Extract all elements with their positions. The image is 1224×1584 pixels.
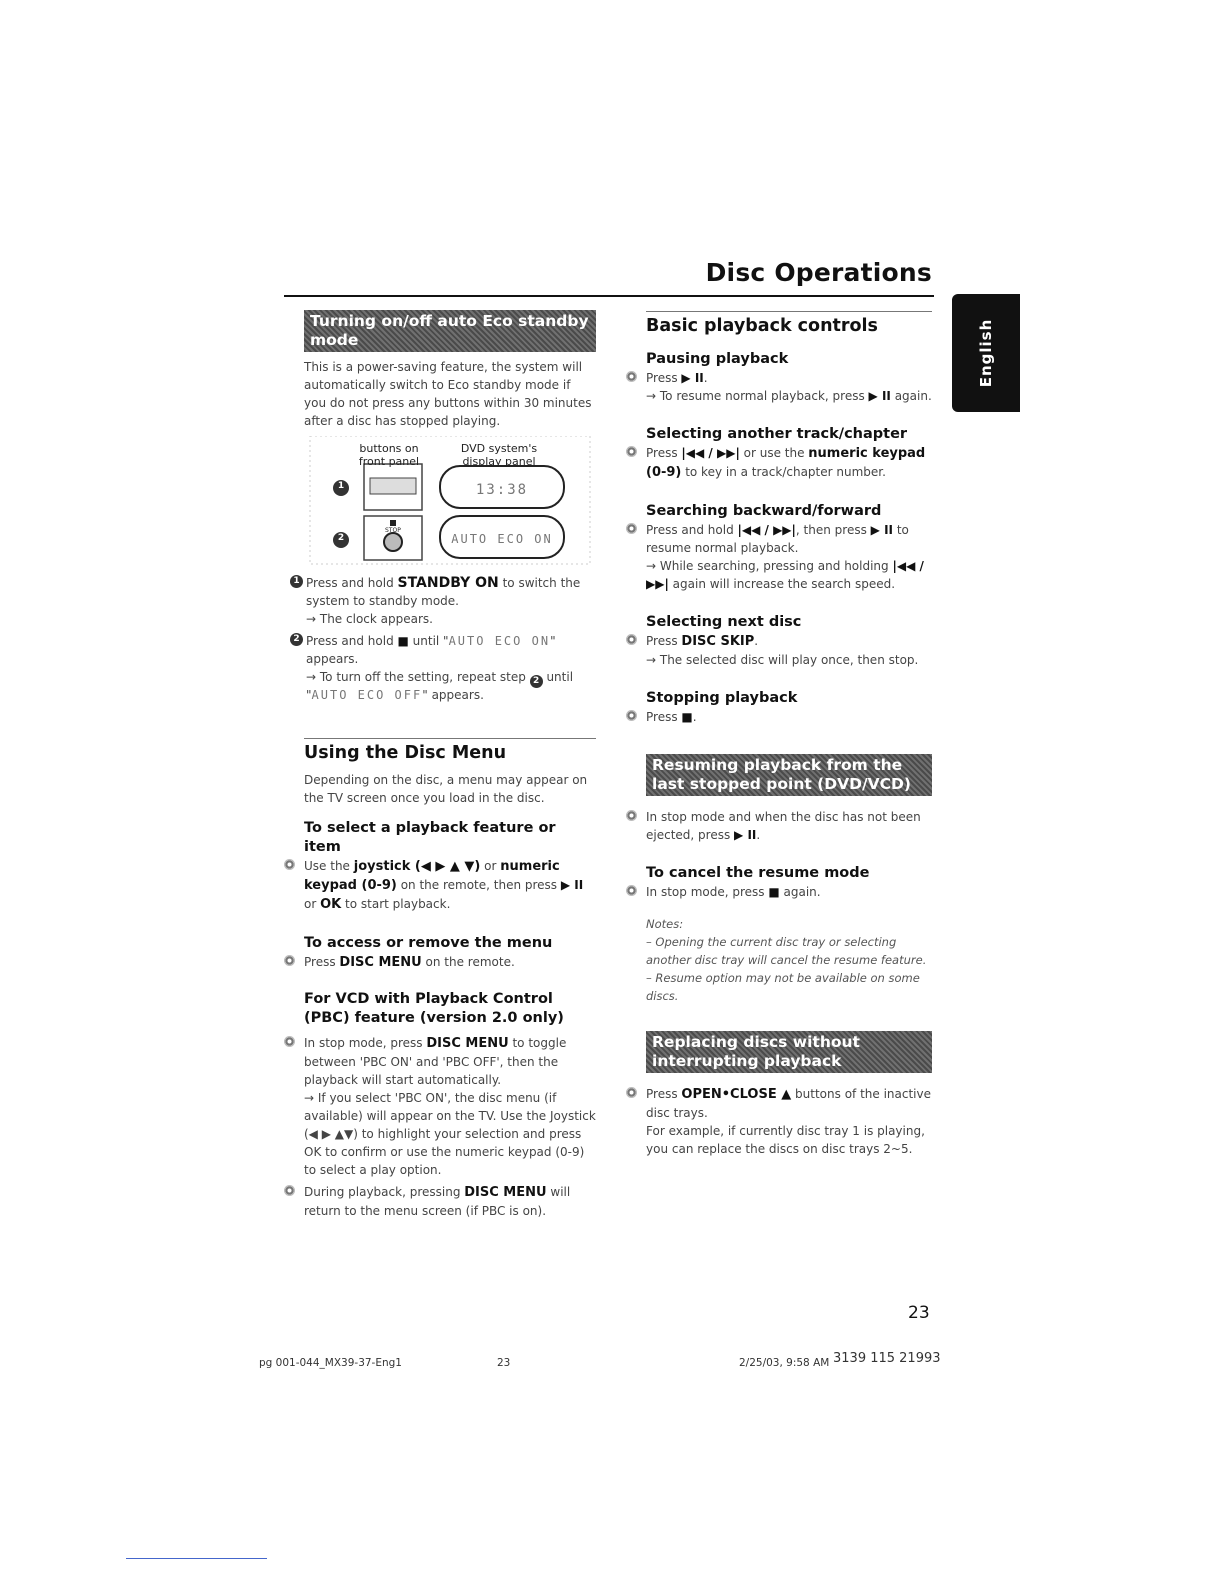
eco-intro: This is a power-saving feature, the system will automatically switch to Eco standby mode if you do not press any buttons within 30 minutes after a disc has stopped playing. bbox=[304, 360, 592, 428]
text: . bbox=[754, 634, 759, 648]
text: or bbox=[480, 859, 501, 873]
footer-date: 2/25/03, 9:58 AM bbox=[739, 1357, 830, 1369]
text: again. bbox=[779, 885, 821, 899]
text: to resume normal playback. bbox=[646, 523, 909, 555]
text: The clock appears. bbox=[319, 612, 433, 626]
text: Press bbox=[646, 371, 682, 385]
skip-symbol: |◀◀ / ▶▶| bbox=[681, 446, 740, 460]
bullet-icon bbox=[626, 446, 637, 457]
text: Press and hold bbox=[306, 576, 398, 590]
text: " appears. bbox=[422, 688, 484, 702]
result-line: → While searching, pressing and holding |◀◀ / ▶▶| again will increase the search speed. bbox=[646, 559, 924, 591]
result-line: → If you select 'PBC ON', the disc menu (if available) will appear on the TV. Use the Joystick (◀ ▶ ▲▼) to highlight your selection and press OK to confirm or use the numeric keypad (0-9) to select a play option. bbox=[304, 1091, 596, 1177]
diagram-stop-label: STOP bbox=[385, 527, 401, 534]
footer-page: 23 bbox=[497, 1357, 511, 1369]
text: Press bbox=[304, 955, 340, 969]
diagram-label-display: DVD system's display panel bbox=[460, 442, 538, 468]
text: . bbox=[692, 710, 697, 724]
footer-code: 3139 115 21993 bbox=[833, 1351, 941, 1366]
text: to start playback. bbox=[341, 897, 451, 911]
select-feature-step bbox=[304, 857, 596, 914]
text: During playback, pressing bbox=[304, 1185, 465, 1199]
text: In stop mode and when the disc has not been ejected, press bbox=[646, 810, 921, 842]
stop-title: Stopping playback bbox=[646, 690, 798, 706]
access-menu-title: To access or remove the menu bbox=[304, 935, 553, 951]
text: . bbox=[703, 371, 708, 385]
step-number: 2 bbox=[530, 675, 543, 688]
text: , then press bbox=[795, 523, 871, 537]
right-column bbox=[646, 311, 932, 1158]
text: To turn off the setting, repeat step bbox=[319, 670, 530, 684]
search-title: Searching backward/forward bbox=[646, 503, 882, 519]
footer-file: pg 001-044_MX39-37-Eng1 bbox=[259, 1357, 402, 1369]
text: Press and hold bbox=[306, 634, 398, 648]
text: If you select 'PBC ON', the disc menu (if available) will appear on the TV. Use the Joystick (◀ ▶ ▲▼) to highlight your selection and press OK to confirm or use the numeric keypad (0-9) to select a play option. bbox=[304, 1091, 596, 1177]
bullet-icon bbox=[626, 1087, 637, 1098]
resume-step bbox=[646, 808, 932, 844]
pause-step bbox=[646, 369, 932, 405]
notes-label: Notes: bbox=[646, 917, 684, 931]
text: to switch the system to standby mode. bbox=[306, 576, 581, 608]
step-number: 2 bbox=[290, 633, 303, 646]
play-pause-symbol: ▶ II bbox=[681, 371, 704, 385]
text: OPEN•CLOSE ▲ bbox=[681, 1087, 792, 1102]
bullet-icon bbox=[626, 710, 637, 721]
lcd-text: AUTO ECO ON bbox=[448, 634, 551, 648]
disc-menu-title: Using the Disc Menu bbox=[304, 743, 507, 763]
bullet-icon bbox=[626, 810, 637, 821]
step-number: 1 bbox=[290, 575, 303, 588]
bullet-icon bbox=[626, 634, 637, 645]
text: . bbox=[756, 828, 761, 842]
diagram-lcd-clock: 13:38 bbox=[475, 482, 529, 498]
text: Use the bbox=[304, 859, 354, 873]
text: In stop mode, press bbox=[646, 885, 769, 899]
text: again. bbox=[890, 389, 932, 403]
result-line: → To turn off the setting, repeat step 2 until "AUTO ECO OFF" appears. bbox=[306, 670, 574, 702]
text: Press and hold bbox=[646, 523, 738, 537]
left-column bbox=[293, 310, 596, 1220]
text: Press bbox=[646, 446, 682, 460]
text: on the remote. bbox=[421, 955, 515, 969]
text: In stop mode, press bbox=[304, 1036, 427, 1050]
bottom-link-line bbox=[126, 1558, 267, 1559]
text: to key in a track/chapter number. bbox=[681, 465, 886, 479]
bullet-icon bbox=[626, 523, 637, 534]
note-1: – Opening the current disc tray or selecting another disc tray will cancel the resume feature. bbox=[646, 935, 927, 967]
text: DISC MENU bbox=[426, 1036, 509, 1051]
text: to toggle between 'PBC ON' and 'PBC OFF', then the playback will start automatically. bbox=[304, 1036, 567, 1087]
diagram-lcd-eco: AUTO ECO ON bbox=[451, 532, 553, 546]
text: The selected disc will play once, then stop. bbox=[659, 653, 919, 667]
text: buttons of the inactive disc trays. bbox=[646, 1087, 931, 1120]
text: DISC MENU bbox=[339, 955, 422, 970]
result-line: → The selected disc will play once, then stop. bbox=[646, 653, 919, 667]
bullet-icon bbox=[626, 885, 637, 896]
text: " appears. bbox=[306, 634, 556, 666]
text: will return to the menu screen (if PBC is on). bbox=[304, 1185, 571, 1218]
text: again will increase the search speed. bbox=[668, 577, 896, 591]
diagram-step-1: 1 bbox=[337, 481, 345, 491]
text: ▶ II bbox=[560, 878, 584, 892]
stop-symbol: ■ bbox=[397, 634, 409, 648]
bullet-icon bbox=[284, 1036, 295, 1047]
bullet-icon bbox=[284, 1185, 295, 1196]
stop-step bbox=[646, 708, 932, 726]
text: until " bbox=[408, 634, 449, 648]
select-track-step bbox=[646, 444, 932, 482]
note-2: – Resume option may not be available on some discs. bbox=[646, 971, 920, 1003]
bullet-icon bbox=[626, 371, 637, 382]
skip-symbol: |◀◀ / ▶▶| bbox=[737, 523, 796, 537]
next-disc-title: Selecting next disc bbox=[646, 614, 802, 630]
eco-step-2 bbox=[286, 632, 596, 704]
standby-on-label: STANDBY ON bbox=[397, 575, 499, 591]
eco-diagram-svg bbox=[304, 436, 596, 566]
eco-step-1 bbox=[286, 574, 596, 628]
section-rule bbox=[646, 311, 932, 312]
skip-symbol: |◀◀ / ▶▶| bbox=[646, 559, 924, 591]
example-text: For example, if currently disc tray 1 is playing, you can replace the discs on disc trays 2~5. bbox=[646, 1124, 925, 1156]
cancel-resume-step bbox=[646, 883, 932, 901]
text: OK bbox=[320, 897, 342, 912]
stop-symbol: ■ bbox=[681, 710, 693, 724]
text: While searching, pressing and holding bbox=[659, 559, 893, 573]
language-tab-label: English bbox=[977, 318, 995, 388]
page-number: 23 bbox=[908, 1303, 930, 1323]
eco-diagram bbox=[304, 436, 596, 566]
search-step bbox=[646, 521, 932, 593]
text: joystick (◀ ▶ ▲ ▼) bbox=[353, 859, 481, 874]
pbc-step-1 bbox=[304, 1034, 596, 1179]
text: numeric keypad (0-9) bbox=[646, 446, 926, 480]
text: or bbox=[304, 897, 321, 911]
text: DISC SKIP bbox=[681, 634, 755, 649]
select-feature-title: To select a playback feature or item bbox=[304, 820, 556, 855]
text: or use the bbox=[739, 446, 809, 460]
stop-symbol: ■ bbox=[768, 885, 780, 899]
bullet-icon bbox=[284, 955, 295, 966]
lcd-text: AUTO ECO OFF bbox=[311, 688, 423, 702]
result-line: → The clock appears. bbox=[306, 612, 433, 626]
result-line: → To resume normal playback, press ▶ II again. bbox=[646, 389, 932, 403]
pause-title: Pausing playback bbox=[646, 351, 789, 367]
basic-playback-title: Basic playback controls bbox=[646, 316, 878, 336]
play-pause-symbol: ▶ II bbox=[734, 828, 757, 842]
page-title: Disc Operations bbox=[705, 258, 932, 287]
play-pause-symbol: ▶ II bbox=[868, 389, 891, 403]
pbc-title: For VCD with Playback Control (PBC) feature (version 2.0 only) bbox=[304, 991, 564, 1026]
cancel-resume-title: To cancel the resume mode bbox=[646, 865, 870, 881]
select-track-title: Selecting another track/chapter bbox=[646, 426, 908, 442]
title-rule bbox=[284, 295, 934, 297]
replace-banner: Replacing discs without interrupting playback bbox=[646, 1031, 932, 1073]
eco-banner: Turning on/off auto Eco standby mode bbox=[304, 310, 596, 352]
text: numeric keypad (0-9) bbox=[304, 859, 560, 893]
text: on the remote, then press bbox=[396, 878, 561, 892]
replace-step bbox=[646, 1085, 932, 1158]
text: Press bbox=[646, 710, 682, 724]
disc-menu-intro: Depending on the disc, a menu may appear on the TV screen once you load in the disc. bbox=[304, 773, 588, 805]
language-tab bbox=[952, 294, 1020, 412]
next-disc-step bbox=[646, 632, 932, 669]
text: Press bbox=[646, 634, 682, 648]
text: To resume normal playback, press bbox=[659, 389, 869, 403]
resume-banner: Resuming playback from the last stopped point (DVD/VCD) bbox=[646, 754, 932, 796]
text: Press bbox=[646, 1087, 682, 1101]
bullet-icon bbox=[284, 859, 295, 870]
access-menu-step bbox=[304, 953, 596, 972]
pbc-step-2 bbox=[304, 1183, 596, 1220]
diagram-step-2: 2 bbox=[337, 533, 345, 543]
play-pause-symbol: ▶ II bbox=[870, 523, 893, 537]
text: until " bbox=[306, 670, 574, 702]
section-rule bbox=[304, 738, 596, 739]
text: DISC MENU bbox=[464, 1185, 547, 1200]
diagram-label-front: buttons on front panel bbox=[358, 442, 420, 468]
